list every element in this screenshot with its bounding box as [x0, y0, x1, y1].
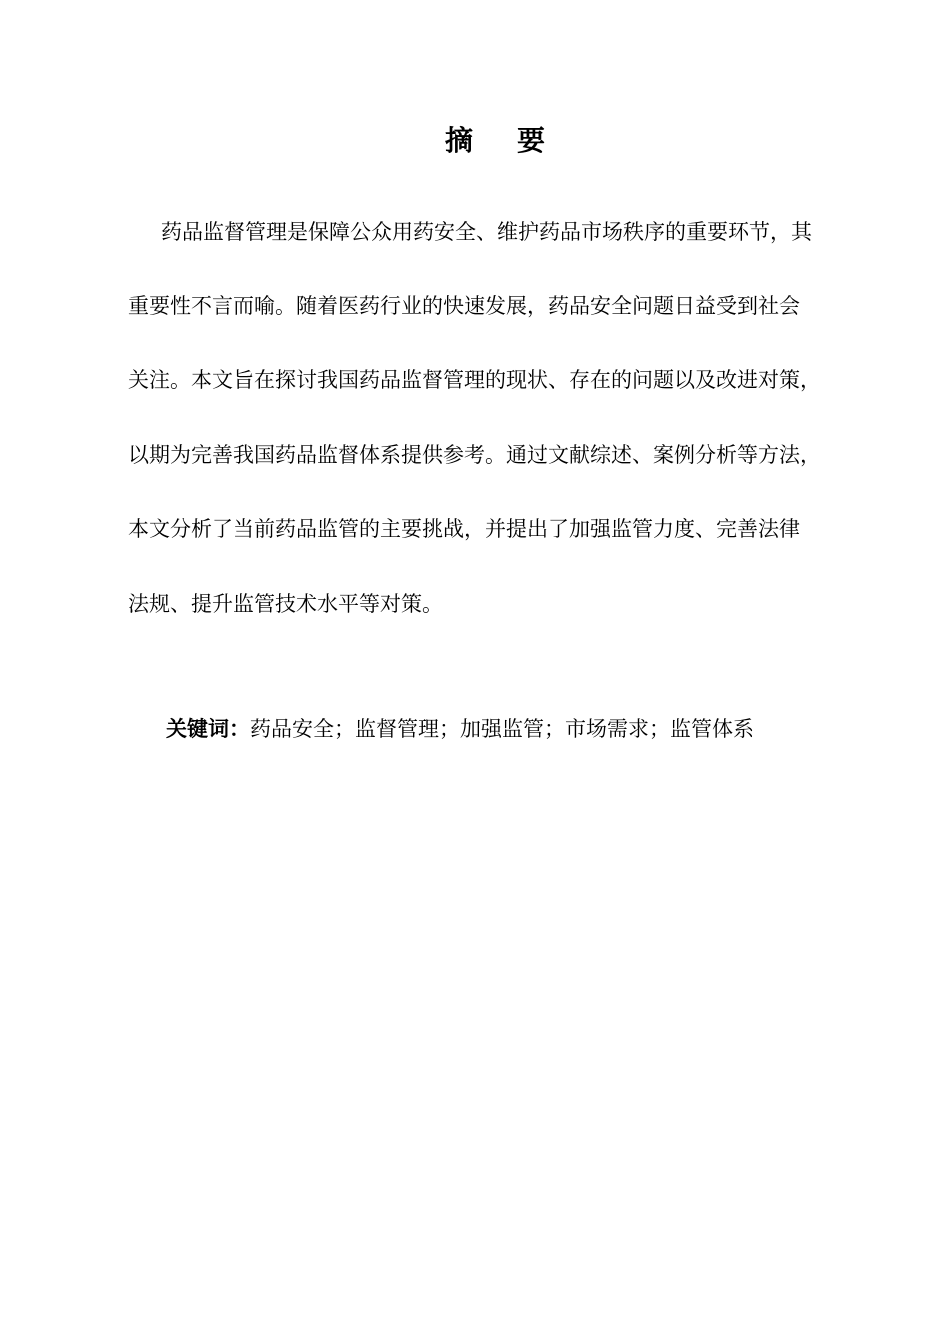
abstract-line: 本文分析了当前药品监管的主要挑战，并提出了加强监管力度、完善法律 [128, 517, 800, 541]
keywords-label: 关键词： [166, 717, 250, 741]
abstract-title-part1: 摘 [444, 124, 473, 157]
keywords-line [166, 714, 754, 744]
abstract-line: 以期为完善我国药品监督体系提供参考。通过文献综述、案例分析等方法， [128, 443, 821, 467]
keywords-values: 药品安全；监督管理；加强监管；市场需求；监管体系 [250, 717, 754, 741]
abstract-line: 药品监督管理是保障公众用药安全、维护药品市场秩序的重要环节，其 [161, 220, 812, 244]
abstract-title-part2: 要 [517, 124, 546, 157]
abstract-line: 重要性不言而喻。随着医药行业的快速发展，药品安全问题日益受到社会 [128, 294, 800, 318]
abstract-line: 法规、提升监管技术水平等对策。 [128, 592, 443, 616]
abstract-line: 关注。本文旨在探讨我国药品监督管理的现状、存在的问题以及改进对策， [128, 368, 821, 392]
